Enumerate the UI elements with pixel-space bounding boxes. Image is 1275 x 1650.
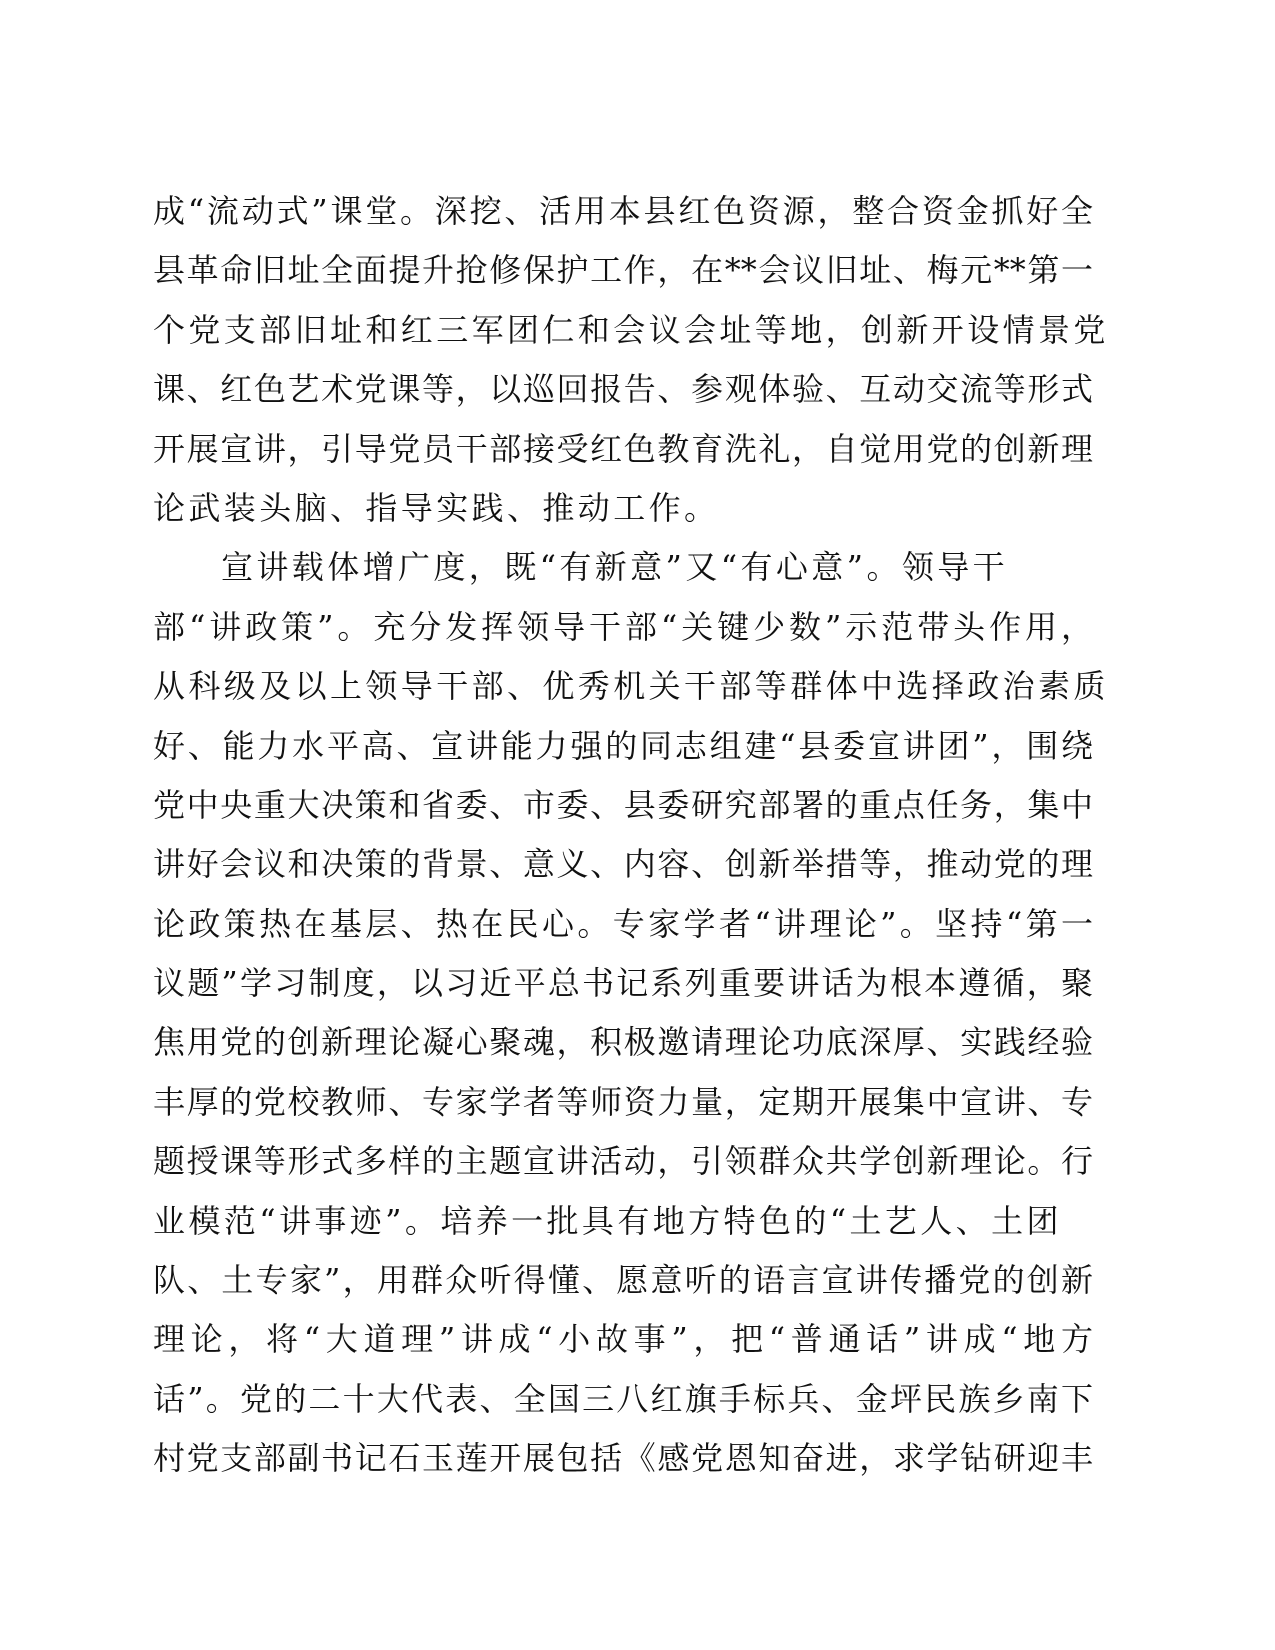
paragraph-red-resources — [153, 182, 1109, 538]
text-line: 队、土专家”，用群众听得懂、愿意听的语言宣讲传播党的创新 — [153, 1261, 1093, 1300]
text-line: 开展宣讲，引导党员干部接受红色教育洗礼，自觉用党的创新理 — [153, 429, 1093, 468]
text-line: 论武装头脑、指导实践、推动工作。 — [153, 488, 720, 527]
text-line: 宣讲载体增广度，既“有新意”又“有心意”。领导干 — [221, 548, 1009, 587]
text-line: 部“讲政策”。充分发挥领导干部“关键少数”示范带头作用， — [153, 607, 1093, 646]
text-line: 题授课等形式多样的主题宣讲活动，引领群众共学创新理论。行 — [153, 1142, 1093, 1181]
text-line: 丰厚的党校教师、专家学者等师资力量，定期开展集中宣讲、专 — [153, 1082, 1093, 1121]
text-line: 个党支部旧址和红三军团仁和会议会址等地，创新开设情景党 — [153, 310, 1109, 349]
text-line: 讲好会议和决策的背景、意义、内容、创新举措等，推动党的理 — [153, 845, 1093, 884]
paragraph-carrier-breadth — [153, 538, 1109, 1488]
text-line: 课、红色艺术党课等，以巡回报告、参观体验、互动交流等形式 — [153, 370, 1093, 409]
text-line: 县革命旧址全面提升抢修保护工作，在**会议旧址、梅元**第一 — [153, 251, 1093, 290]
text-line: 村党支部副书记石玉莲开展包括《感党恩知奋进，求学钻研迎丰 — [153, 1439, 1093, 1478]
text-line: 从科级及以上领导干部、优秀机关干部等群体中选择政治素质 — [153, 667, 1109, 706]
text-line: 论政策热在基层、热在民心。专家学者“讲理论”。坚持“第一 — [153, 904, 1093, 943]
text-line: 成“流动式”课堂。深挖、活用本县红色资源，整合资金抓好全 — [153, 192, 1093, 230]
text-line: 党中央重大决策和省委、市委、县委研究部署的重点任务，集中 — [153, 785, 1093, 824]
text-line: 焦用党的创新理论凝心聚魂，积极邀请理论功底深厚、实践经验 — [153, 1023, 1093, 1062]
text-line: 业模范“讲事迹”。培养一批具有地方特色的“土艺人、土团 — [153, 1201, 1062, 1240]
text-line: 议题”学习制度，以习近平总书记系列重要讲话为根本遵循，聚 — [153, 964, 1093, 1003]
document-body — [153, 182, 1109, 1489]
text-line: 话”。党的二十大代表、全国三八红旗手标兵、金坪民族乡南下 — [153, 1379, 1093, 1418]
text-line: 好、能力水平高、宣讲能力强的同志组建“县委宣讲团”，围绕 — [153, 726, 1093, 765]
text-line: 理论，将“大道理”讲成“小故事”，把“普通话”讲成“地方 — [153, 1320, 1093, 1359]
